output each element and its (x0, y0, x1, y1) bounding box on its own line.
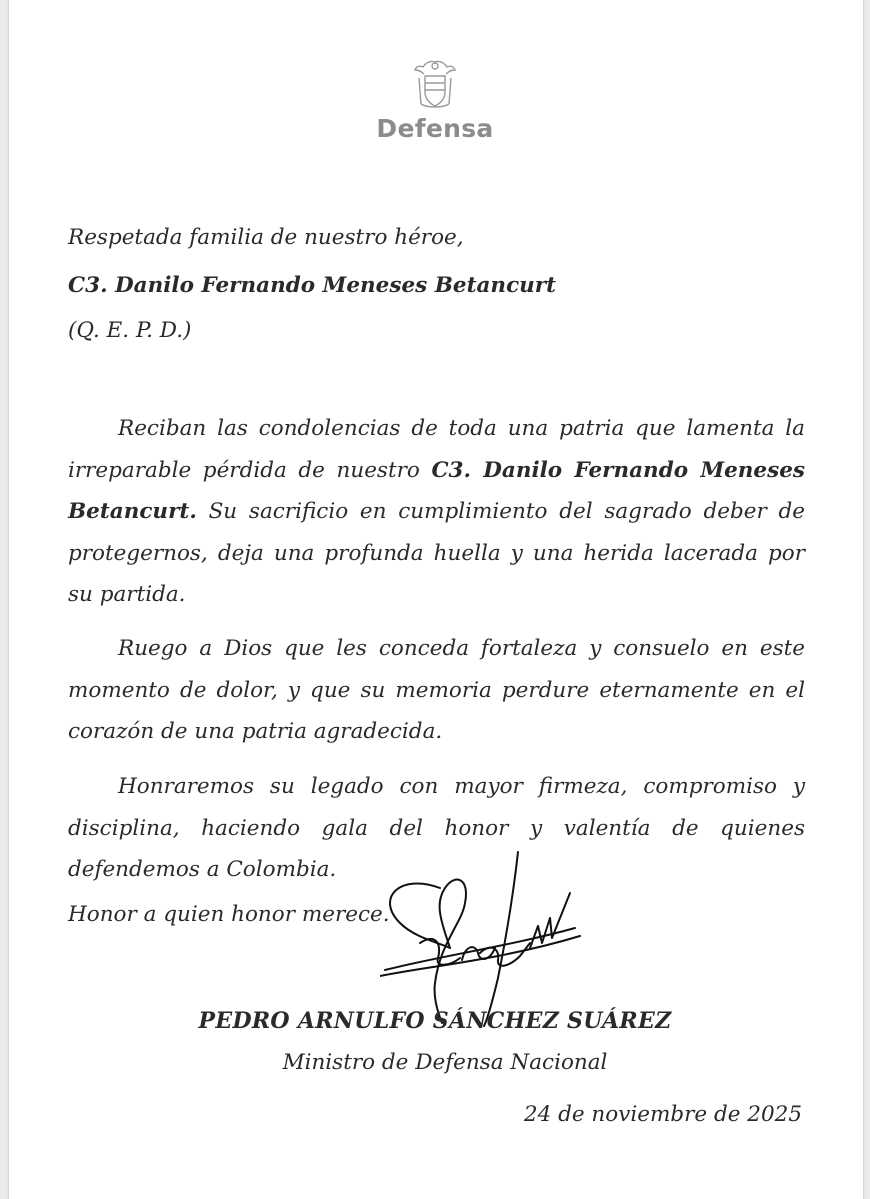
letter-date: 24 de noviembre de 2025 (523, 1102, 802, 1127)
coat-of-arms-icon (413, 58, 457, 112)
closing-line: Honor a quien honor merece. (68, 902, 390, 927)
recipient-name: C3. Danilo Fernando Meneses Betancurt (68, 273, 557, 298)
qepd-line: (Q. E. P. D.) (68, 318, 192, 343)
paragraph-text: Su sacrificio en cumplimiento del sagrado deber de protegernos, deja una profunda huella y una herida lacerada por su partida. (68, 499, 805, 607)
signatory-name: PEDRO ARNULFO SÁNCHEZ SUÁREZ (198, 1008, 672, 1034)
signatory-title: Ministro de Defensa Nacional (282, 1050, 608, 1075)
letterhead (0, 58, 870, 143)
paragraph-text: Reciban las condolencias de toda una patria que lamenta la irreparable pérdida de nuestro (68, 416, 805, 483)
salutation-line: Respetada familia de nuestro héroe, (68, 225, 464, 250)
hero-name: C3. Danilo Fernando Meneses Betancurt. (68, 457, 806, 524)
paragraph-text: Ruego a Dios que les conceda fortaleza y consuelo en este momento de dolor, y que su memoria perdure eternamente en el corazón de una patria agradecida. (68, 636, 805, 744)
paragraph-text: Honraremos su legado con mayor firmeza, compromiso y disciplina, haciendo gala del honor y valentía de quienes defendemos a Colombia. (68, 774, 805, 882)
handwritten-signature (380, 848, 590, 1028)
paragraph-prayer (68, 628, 805, 753)
logo-text: Defensa (376, 114, 494, 143)
paragraph-condolences (68, 408, 805, 616)
